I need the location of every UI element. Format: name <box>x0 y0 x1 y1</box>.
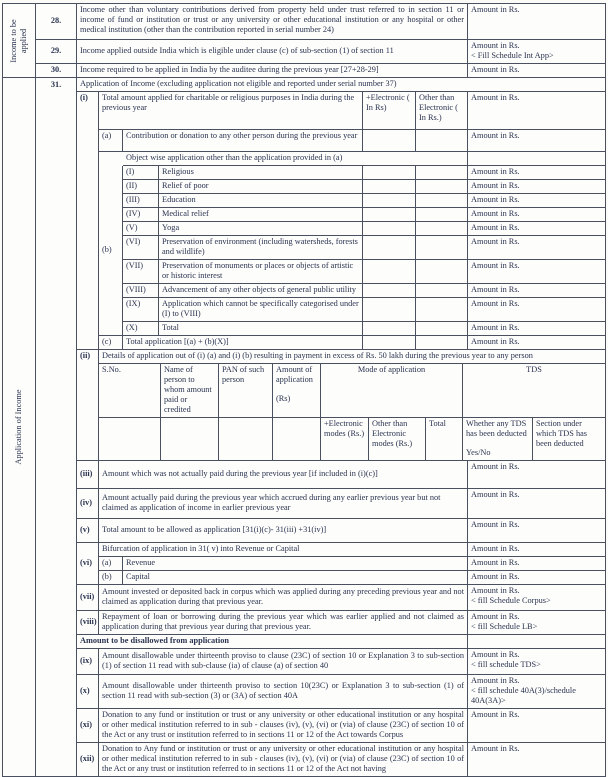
row-31-num: 31. <box>36 78 77 776</box>
empty-cell <box>99 418 161 461</box>
row-iv-label: (iv) <box>77 489 99 519</box>
amount-cell <box>468 675 605 709</box>
amount-cell: Amount in Rs. <box>468 92 605 130</box>
col-header-amount-line1: Amount of application <box>276 365 313 384</box>
side-label-text: Income to be applied <box>9 18 28 63</box>
row-29-amount <box>468 40 605 64</box>
amount-cell: Amount in Rs. <box>468 557 605 571</box>
subcol-header-tds-deducted <box>463 418 533 461</box>
objectwise-item-label: (VI) <box>123 236 159 260</box>
amount-cell: Amount in Rs. <box>468 222 605 236</box>
amount-cell <box>468 649 605 675</box>
empty-cell <box>416 166 468 180</box>
empty-cell <box>363 298 416 322</box>
row-iii-label: (iii) <box>77 461 99 489</box>
objectwise-item-text: Relief of poor <box>159 180 363 194</box>
objectwise-item-label: (VII) <box>123 260 159 284</box>
amount-line: Amount in Rs. <box>471 462 520 471</box>
row-a-label: (a) <box>99 130 123 152</box>
empty-cell <box>416 298 468 322</box>
empty-cell <box>161 418 219 461</box>
objectwise-item-label: (VIII) <box>123 284 159 298</box>
empty-cell <box>363 180 416 194</box>
row-xii-label: (xii) <box>77 743 99 776</box>
empty-cell <box>416 130 468 152</box>
empty-cell <box>416 336 468 350</box>
row-viii-text: Repayment of loan or borrowing during the previous year which was earlier applied and not claimed as application during that previous year during that previous year. <box>99 611 468 635</box>
amount-line: Amount in Rs. <box>471 41 520 50</box>
amount-line: Amount in Rs. <box>471 676 520 685</box>
side-label-application-of-income <box>3 78 36 776</box>
form-table <box>2 3 606 777</box>
amount-cell <box>468 611 605 635</box>
amount-cell: Amount in Rs. <box>468 571 605 585</box>
empty-cell <box>363 236 416 260</box>
disallowed-header-row <box>77 635 605 649</box>
amount-fill-hint: < fill schedule TDS> <box>471 660 541 669</box>
subcol-header-tds-section: Section under which TDS has been deducted <box>533 418 605 461</box>
amount-cell <box>468 489 605 519</box>
row-31-content <box>77 78 605 776</box>
section-i-label: (i) <box>77 92 99 350</box>
row-c-text: Total application [(a) + (b)(X)] <box>123 336 363 350</box>
section-ii-title: Details of application out of (i) (a) and (i) (b) resulting in payment in excess of Rs. 50 lakh during the previous year to any person <box>99 350 605 364</box>
row-30-amount <box>468 64 605 78</box>
empty-cell <box>416 180 468 194</box>
empty-cell <box>363 260 416 284</box>
objectwise-item-text: Preservation of monuments or places or objects of artistic or historic interest <box>159 260 363 284</box>
amount-cell <box>468 585 605 611</box>
empty-cell <box>363 166 416 180</box>
amount-cell: Amount in Rs. <box>468 180 605 194</box>
amount-fill-hint: < fill Schedule Corpus> <box>471 596 551 605</box>
objectwise-item-label: (I) <box>123 166 159 180</box>
row-31-band <box>3 78 605 776</box>
objectwise-item-text: Education <box>159 194 363 208</box>
row-28-num: 28. <box>36 4 77 40</box>
subcol-header-total: Total <box>426 418 463 461</box>
objectwise-item-label: (IX) <box>123 298 159 322</box>
empty-cell <box>468 635 605 649</box>
row-v-label: (v) <box>77 519 99 543</box>
row-ix-text: Amount disallowable under thirteenth proviso to clause (23C) of section 10 or Explanation 3 to sub-section (1) of section 11 read with sub-clause (ia) of clause (a) of section 40 <box>99 649 468 675</box>
row-vi-b-label: (b) <box>99 571 123 585</box>
amount-line: Amount in Rs. <box>471 5 520 14</box>
row-30-text: Income required to be applied in India by the auditee during the previous year [27+28-29] <box>77 64 468 78</box>
subcol-header-tds-yesno: Yes/No <box>466 448 491 457</box>
col-header-amount <box>273 364 321 418</box>
row-c-label: (c) <box>99 336 123 350</box>
amount-line: Amount in Rs. <box>471 65 520 74</box>
row-xi <box>77 709 605 743</box>
amount-cell: Amount in Rs. <box>468 194 605 208</box>
objectwise-item-text: Preservation of environment (including watersheds, forests and wildlife) <box>159 236 363 260</box>
row-vi-b-text: Capital <box>123 571 468 585</box>
objectwise-item-label: (X) <box>123 322 159 336</box>
objectwise-item-text: Application which cannot be specifically categorised under (I) to (VIII) <box>159 298 363 322</box>
amount-cell: Amount in Rs. <box>468 543 605 557</box>
empty-cell <box>416 222 468 236</box>
row-28-amount <box>468 4 605 40</box>
row-xi-label: (xi) <box>77 709 99 743</box>
empty-cell <box>416 236 468 260</box>
row-a-text: Contribution or donation to any other person during the previous year <box>123 130 363 152</box>
row-iv-text: Amount actually paid during the previous year which accrued during any earlier previous year but not claimed as application of income in earlier previous year <box>99 489 468 519</box>
amount-line: Amount in Rs. <box>471 586 520 595</box>
empty-cell <box>416 194 468 208</box>
amount-line: Amount in Rs. <box>471 520 520 529</box>
row-v-text: Total amount to be allowed as application [31(i)(c)- 31(iii) +31(iv)] <box>99 519 468 543</box>
side-label-income-to-be-applied <box>3 4 36 78</box>
amount-cell: Amount in Rs. <box>468 208 605 222</box>
empty-cell <box>219 418 273 461</box>
empty-cell <box>363 130 416 152</box>
row-29-text: Income applied outside India which is eligible under clause (c) of sub-section (1) of section 11 <box>77 40 468 64</box>
amount-fill-hint: < fill Schedule LB> <box>471 622 538 631</box>
empty-cell <box>468 152 605 166</box>
objectwise-item-text: Medical relief <box>159 208 363 222</box>
amount-cell: Amount in Rs. <box>468 336 605 350</box>
col-header-name: Name of person to whom amount paid or credited <box>161 364 219 418</box>
subcol-header-tds-line1: Whether any TDS has been deducted <box>466 419 527 438</box>
row-b-label: (b) <box>99 166 123 336</box>
row-vi-a-label: (a) <box>99 557 123 571</box>
row-xi-text: Donation to any fund or institution or trust or any university or other educational institution or any hospital or other medical institution referred to in sub - clauses (iv), (v), (vi) or (via) of clause (23C) of section 10 of the Act or any trust or institution referred to in sections 11 or 12 of the Act towards Corpus <box>99 709 468 743</box>
amount-line: Amount in Rs. <box>471 490 520 499</box>
amount-cell <box>468 709 605 743</box>
row-x <box>77 675 605 709</box>
row-iv <box>77 489 605 519</box>
col-header-electronic: +Electronic ( In Rs) <box>363 92 416 130</box>
row-xii <box>77 743 605 776</box>
row-iii <box>77 461 605 489</box>
amount-cell <box>468 461 605 489</box>
amount-fill-hint: < fill schedule 40A(3)/schedule 40A(3A)> <box>471 686 576 705</box>
amount-cell: Amount in Rs. <box>468 166 605 180</box>
row-28-text: Income other than voluntary contributions derived from property held under trust referred to in section 11 or income of fund or institution or trust or any university or other educational institution or any hospital or other medical institution (other than the contribution reported in serial number 24) <box>77 4 468 40</box>
amount-cell <box>468 519 605 543</box>
empty-cell <box>416 208 468 222</box>
empty-cell <box>363 336 416 350</box>
empty-cell <box>273 418 321 461</box>
section-i-head-text: Total amount applied for charitable or religious purposes in India during the previous year <box>99 92 363 130</box>
row-29-num: 29. <box>36 40 77 64</box>
row-vii-text: Amount invested or deposited back in corpus which was applied during any preceding previous year and not claimed as application during that previous year. <box>99 585 468 611</box>
row-x-label: (x) <box>77 675 99 709</box>
amount-line: Amount in Rs. <box>471 710 520 719</box>
col-header-sno: S.No. <box>99 364 161 418</box>
row-vi-a-text: Revenue <box>123 557 468 571</box>
amount-cell <box>468 743 605 776</box>
row-x-text: Amount disallowable under thirteenth proviso to section 10(23C) or Explanation 3 to sub-section (1) of section 11 read with sub-section (3) or (3A) of section 40A <box>99 675 468 709</box>
empty-cell <box>363 322 416 336</box>
amount-line: Amount in Rs. <box>471 612 520 621</box>
col-header-tds: TDS <box>463 364 605 418</box>
amount-cell: Amount in Rs. <box>468 284 605 298</box>
subcol-header-electronic: +Electronic modes (Rs.) <box>321 418 369 461</box>
col-header-pan: PAN of such person <box>219 364 273 418</box>
section-vi-label: (vi) <box>77 543 99 585</box>
row-viii <box>77 611 605 635</box>
objectwise-item-label: (V) <box>123 222 159 236</box>
objectwise-item-text: Advancement of any other objects of general public utility <box>159 284 363 298</box>
empty-cell <box>363 208 416 222</box>
empty-cell <box>416 322 468 336</box>
disallowed-header-text: Amount to be disallowed from application <box>77 635 468 649</box>
objectwise-item-label: (IV) <box>123 208 159 222</box>
amount-line: Amount in Rs. <box>471 650 520 659</box>
objectwise-item-text: Yoga <box>159 222 363 236</box>
section-ii-label: (ii) <box>77 350 99 461</box>
row-31-title: Application of Income (excluding application not eligible and reported under serial number 37) <box>77 78 605 92</box>
subcol-header-other-electronic: Other than Electronic modes (Rs.) <box>369 418 426 461</box>
amount-cell: Amount in Rs. <box>468 298 605 322</box>
row-vii-label: (vii) <box>77 585 99 611</box>
row-30-num: 30. <box>36 64 77 78</box>
row-v <box>77 519 605 543</box>
row-viii-label: (viii) <box>77 611 99 635</box>
objectwise-item-label: (II) <box>123 180 159 194</box>
amount-fill-hint: < Fill Schedule Int App> <box>471 51 554 60</box>
rows-28-30 <box>3 4 605 78</box>
side-label-text: Application of Income <box>14 389 23 465</box>
section-vi <box>77 543 605 585</box>
col-header-mode: Mode of application <box>321 364 463 418</box>
col-header-amount-line2: (Rs) <box>276 394 291 403</box>
objectwise-item-text: Total <box>159 322 363 336</box>
amount-cell: Amount in Rs. <box>468 322 605 336</box>
amount-cell: Amount in Rs. <box>468 130 605 152</box>
col-header-other-electronic: Other than Electronic ( In Rs.) <box>416 92 468 130</box>
amount-line: Amount in Rs. <box>471 744 520 753</box>
row-iii-text: Amount which was not actually paid during the previous year [if included in (i)(c)] <box>99 461 468 489</box>
empty-cell <box>363 222 416 236</box>
empty-cell <box>416 260 468 284</box>
objectwise-title: Object wise application other than the application provided in (a) <box>123 152 468 166</box>
row-vii <box>77 585 605 611</box>
row-ix <box>77 649 605 675</box>
empty-cell <box>416 284 468 298</box>
section-ii <box>77 350 605 461</box>
section-vi-title: Bifurcation of application in 31( v) into Revenue or Capital <box>99 543 468 557</box>
row-ix-label: (ix) <box>77 649 99 675</box>
objectwise-item-text: Religious <box>159 166 363 180</box>
objectwise-item-label: (III) <box>123 194 159 208</box>
row-xii-text: Donation to Any fund or institution or trust or any university or other educational institution or any hospital or other medical institution referred to in sub - clauses (iv), (v), (vi) or (via) of clause (23C) of section 10 of the Act or any trust or institution referred to in sections 11 or 12 of the Act not having <box>99 743 468 776</box>
section-i <box>77 92 605 350</box>
empty-cell <box>363 194 416 208</box>
amount-cell: Amount in Rs. <box>468 236 605 260</box>
amount-cell: Amount in Rs. <box>468 260 605 284</box>
empty-cell <box>363 284 416 298</box>
